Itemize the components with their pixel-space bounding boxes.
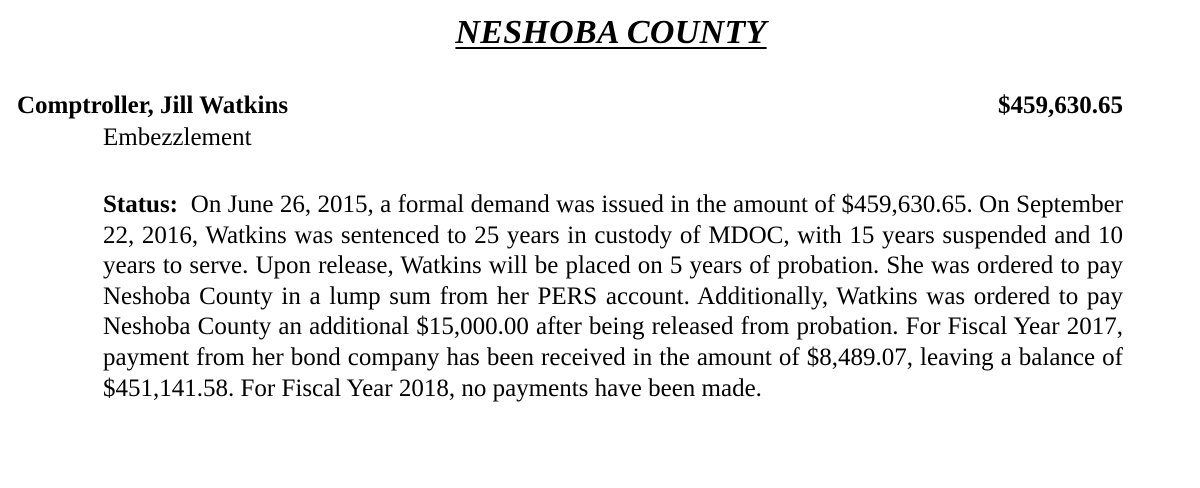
county-title: NESHOBA COUNTY	[455, 14, 767, 51]
status-paragraph	[103, 190, 1123, 404]
entry-category: Embezzlement	[103, 124, 252, 151]
entry-amount: $459,630.65	[998, 92, 1123, 119]
status-label: Status:	[103, 191, 179, 218]
entry-header	[17, 92, 1123, 120]
status-text: On June 26, 2015, a formal demand was issued in the amount of $459,630.65. On September 22, 2016, Watkins was sentenced to 25 years in custody of MDOC, with 15 years suspended and 10 years to serve. Upon release, Watkins will be placed on 5 years of probation. She was ordered to pay Neshoba County in a lump sum from her PERS account. Additionally, Watkins was ordered to pay Neshoba County an additional $15,000.00 after being released from probation. For Fiscal Year 2017, payment from her bond company has been received in the amount of $8,489.07, leaving a balance of $451,141.58. For Fiscal Year 2018, no payments have been made.	[103, 191, 1123, 402]
official-position-and-name: Comptroller, Jill Watkins	[17, 92, 289, 119]
